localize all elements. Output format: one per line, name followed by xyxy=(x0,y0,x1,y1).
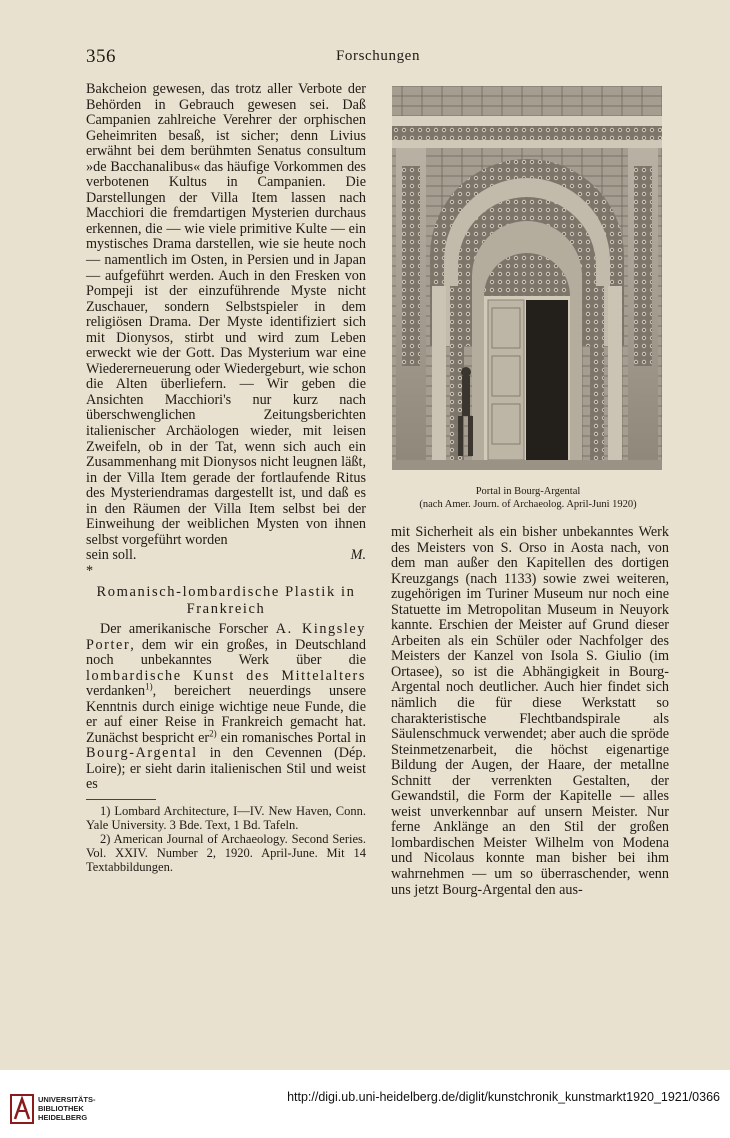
footnote-2: 2) American Journal of Archaeology. Second Series. Vol. XXIV. Number 2, 1920. April-June. Mit 14 Textabbildungen. xyxy=(86,831,366,874)
footnotes xyxy=(86,804,366,874)
section-separator: * xyxy=(86,562,94,579)
viewer-footer xyxy=(0,1070,730,1138)
footnote-ref-2: 2) xyxy=(209,728,217,739)
page-number: 356 xyxy=(86,46,116,67)
library-name-line-2: BIBLIOTHEK xyxy=(38,1104,84,1113)
emphasized-place: Bourg-Argental xyxy=(86,745,198,762)
caption-title: Portal in Bourg-Argental xyxy=(475,486,581,497)
running-title: Forschungen xyxy=(335,48,421,64)
author-signature: M. xyxy=(350,547,366,564)
section-heading xyxy=(86,584,366,618)
caption-source: (nach Amer. Journ. of Archaeolog. April-Juni 1920) xyxy=(419,498,637,510)
text-run: Der amerikanische Forscher xyxy=(100,620,276,637)
article-paragraph-porter xyxy=(86,622,366,793)
library-name-line-1: UNIVERSITÄTS- xyxy=(38,1095,96,1104)
university-library-logo-icon xyxy=(9,1093,35,1125)
library-name xyxy=(38,1095,96,1122)
left-column xyxy=(86,82,366,874)
section-heading-line-2: Frankreich xyxy=(186,600,266,617)
portal-image xyxy=(392,86,662,470)
paragraph-end: sein soll. xyxy=(86,547,137,564)
text-run: , bereichert neuerdings unsere Kenntnis durch einige wichtige neue Funde, die er auf einer Reise in Frankreich gemacht hat. Zunächst bespricht er xyxy=(86,683,366,746)
article-paragraph-portal: mit Sicherheit als ein bisher unbekanntes Werk des Meisters von S. Orso in Aosta nach, von dem man außer den Kapitellen des dortigen Kreuzgangs (nach 1133) sowie zwei weiteren, zugehörigen im Turiner Museum nur noch eine Statuette im Metropolitan Museum in Neuyork kannte. Erschien der Meister auf Grund dieser Arbeiten als ein Schüler oder Nachfolger des Meisters der Kanzel von Isola S. Giulio (im Ortasee), so ist die Abhängigkeit in Bourg-Argental noch deutlicher. Auch hier findet sich nämlich die für diese Werkstatt so charakteristische Flechtbandspirale als Säulenschmuck verwendet; aber auch die spröde Steinmetzenarbeit, die höchst eigenartige Bildung der Augen, der Haare, der metallne Schnitt der verrenkten Gestalten, der Gewandstil, die Form der Kapitelle — alles weist unverkennbar auf unsern Meister. Nur ferne Anklänge an den Stil der großen lombardischen Meister Wilhelm von Modena und Nicolaus konnte man bisher bei ihm wahrnehmen — um so überraschender, wenn uns jetzt Bourg-Argental den aus- xyxy=(391,524,669,898)
source-url-link[interactable]: http://digi.ub.uni-heidelberg.de/diglit/kunstchronik_kunstmarkt1920_1921/0366 xyxy=(287,1090,720,1104)
article-paragraph-mysteries: Bakcheion gewesen, das trotz aller Verbote der Behörden in Gebrauch gewesen sei. Daß Campanien zahlreiche Verehrer der orphischen Geheimriten besaß, ist sicher; denn Livius erwähnt bei dem berühmten Senatus consultum »de Bacchanalibus« das häufige Vorkommen des verbotenen Kultus in Campanien. Die Darstellungen der Villa Item lassen nach Macchiori die fremdartigen Mysterien durchaus erkennen, die — wie viele primitive Kulte — ein mystisches Drama darstellen, wie sie heute noch — namentlich im Osten, in Persien und in Japan — aufgeführt werden. Auch in den Fresken von Pompeji ist der einzuführende Myste nicht Zuschauer, sondern Selbstspieler in dem religiösen Drama. Der Myste identifiziert sich mit Dionysos, stirbt und wird zum Leben erweckt wie der Gott. Das Mysterium war eine Wiedererneuerung oder Wiedergeburt, wie schon die Alten überliefern. — Wir geben die Ansichten Macchiori's nur kurz nach überschwenglichen Zeitungsberichten italienischer Archäologen wieder, mit leisen Zweifeln, ob in der Tat, wenn sich auch ein Zusammenhang mit Dionysos nicht leugnen läßt, in der Villa Item gerade der fortlaufende Ritus des Mysteriendramas dargestellt ist, und daß es in den Räumen der Villa Item selbst bei der Einweihung der weiblichen Mysten von ihnen selbst vorgeführt worden xyxy=(86,81,366,548)
text-run: ein romanisches Portal in xyxy=(216,729,366,746)
author-name: A. Kingsley Porter xyxy=(86,620,367,653)
footnote-1: 1) Lombard Architecture, I—IV. New Haven, Conn. Yale University. 3 Bde. Text, 1 Bd. Tafeln. xyxy=(86,803,366,832)
text-run: in den Cevennen (Dép. Loire); er sieht darin italienischen Stil und weist es xyxy=(86,745,366,793)
portal-photograph xyxy=(392,86,662,470)
text-run: , dem wir ein großes, in Deutschland noch unbekanntes Werk über die xyxy=(86,636,366,669)
footnote-rule xyxy=(86,799,156,800)
signature-row xyxy=(86,548,366,564)
library-name-line-3: HEIDELBERG xyxy=(38,1113,88,1122)
figure-caption xyxy=(388,486,668,511)
emphasized-text: lombardische Kunst des Mittelalters xyxy=(86,667,366,684)
footnote-ref-1: 1) xyxy=(145,681,153,692)
text-run: verdanken xyxy=(86,683,146,700)
section-heading-line-1: Romanisch-lombardische Plastik in xyxy=(96,583,356,600)
right-column xyxy=(391,525,669,898)
